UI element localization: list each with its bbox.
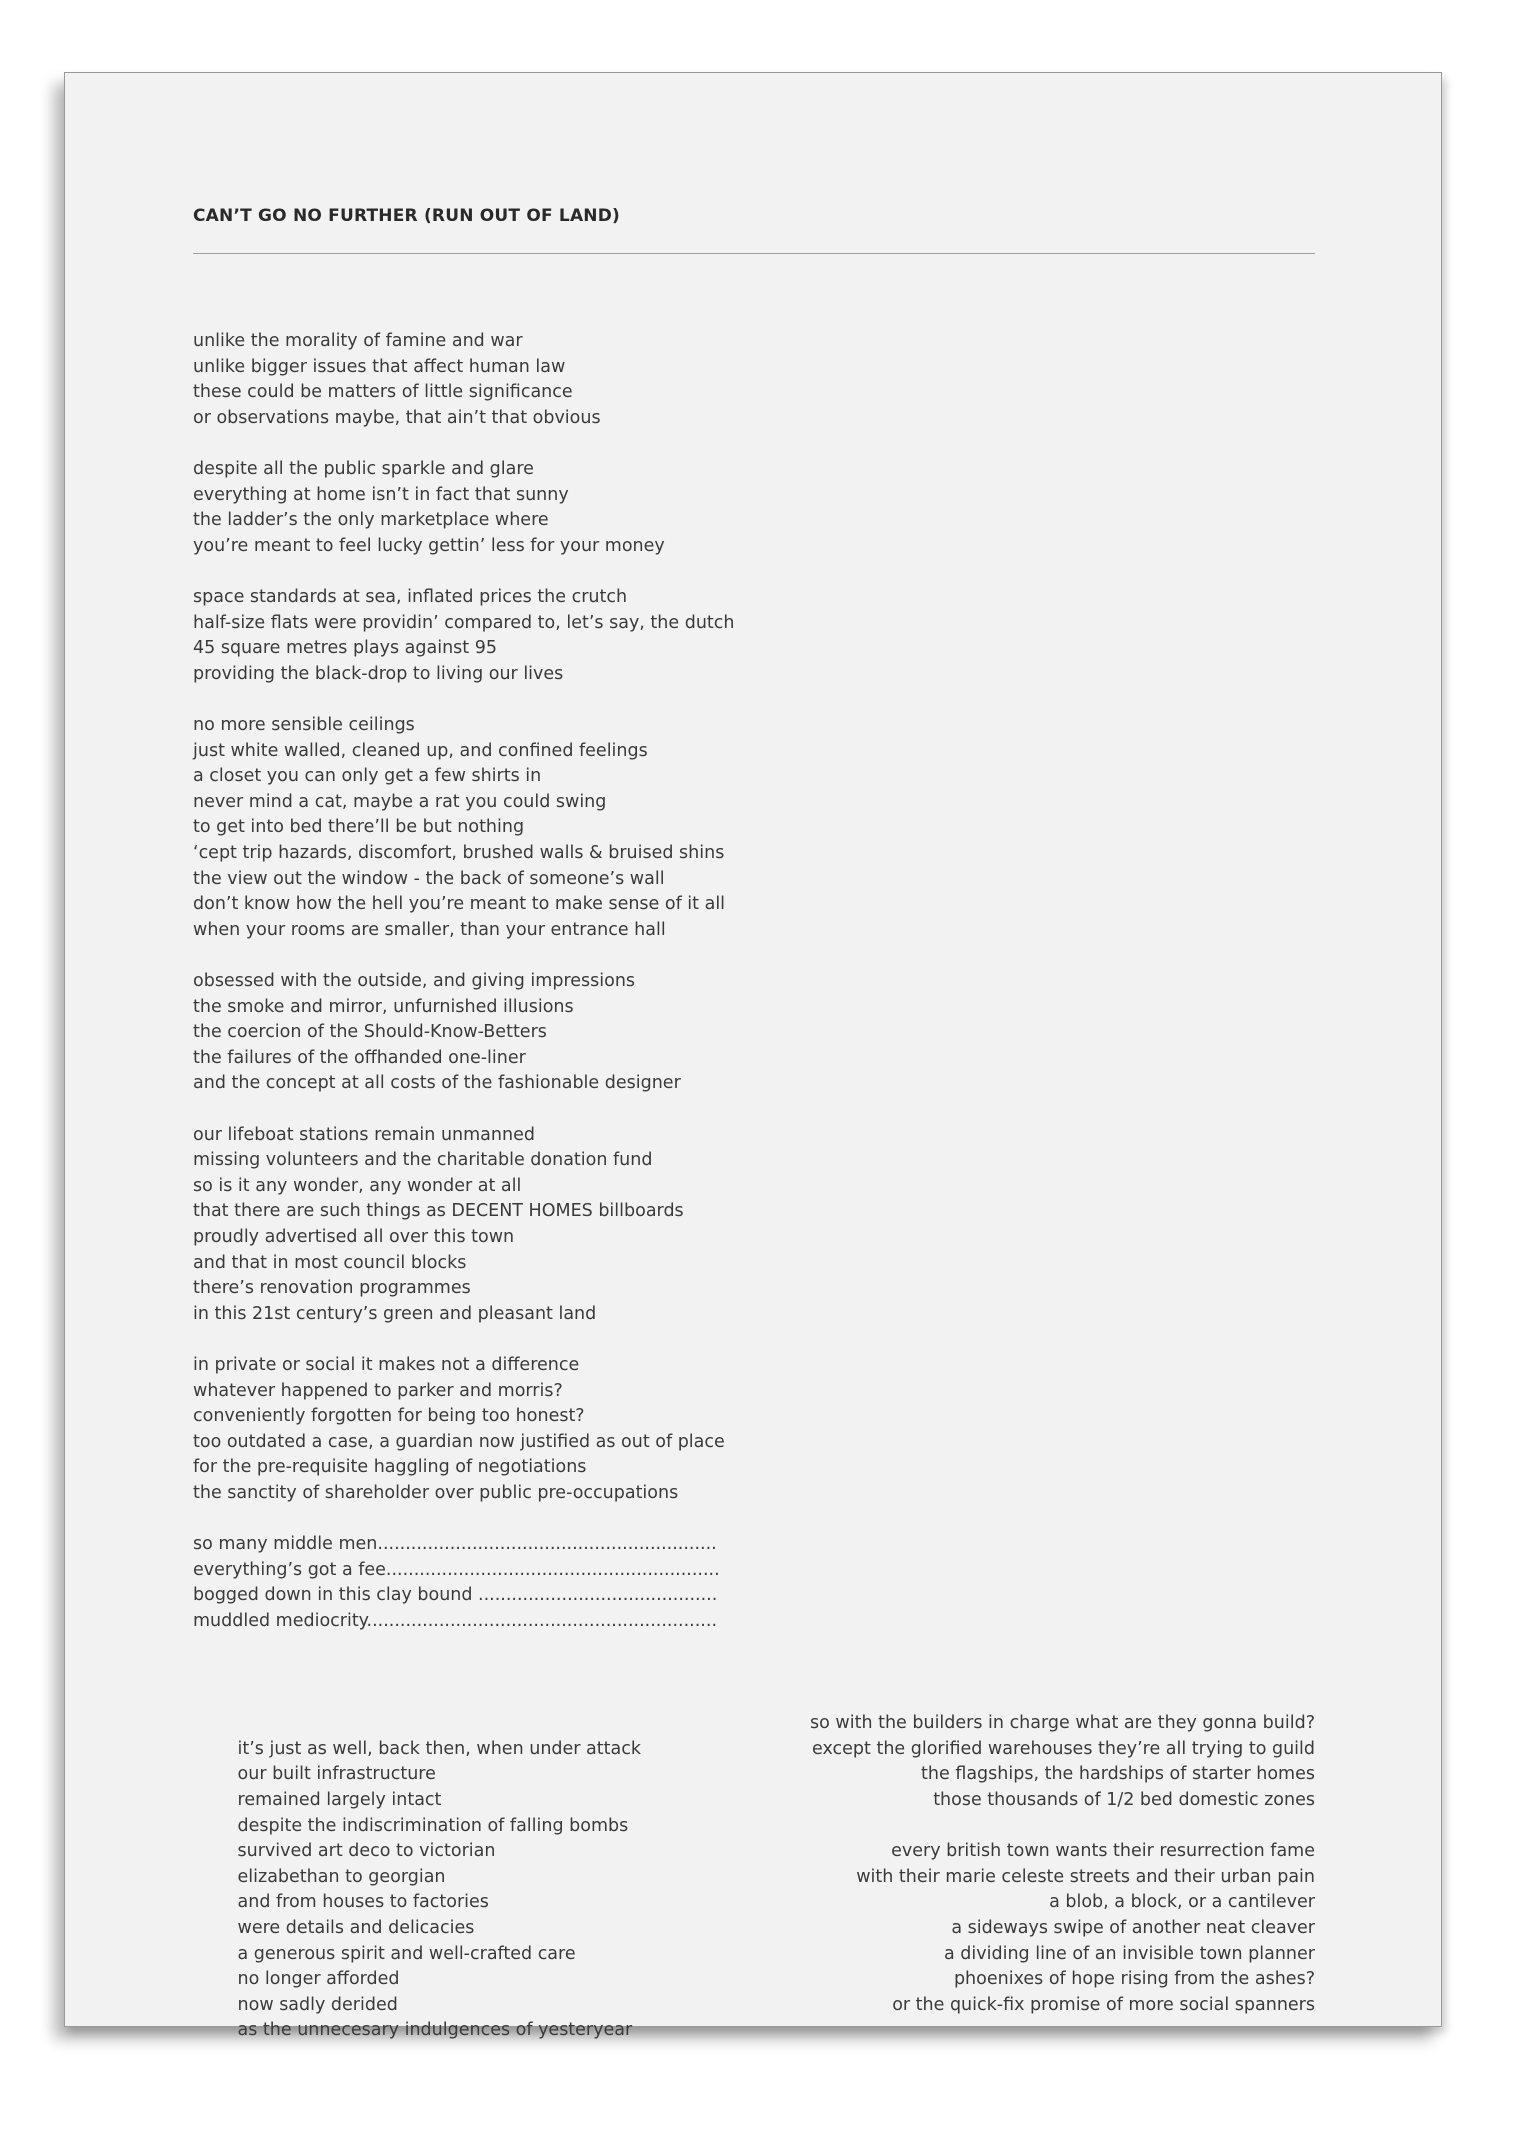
poem-line: providing the black-drop to living our lives [193,663,564,684]
poem-line-left: and from houses to factories [237,1892,489,1913]
poem-line-right: the flagships, the hardships of starter homes [921,1764,1315,1785]
poem-line-right: phoenixes of hope rising from the ashes? [953,1969,1315,1990]
poem-line: the coercion of the Should-Know-Betters [193,1022,547,1043]
poem-line-right: so with the builders in charge what are they gonna build? [810,1713,1315,1734]
poem-line: and that in most council blocks [193,1252,467,1273]
stanza [193,329,1315,431]
poem-content [193,203,1315,2146]
poem-line-left: as the unnecesary indulgences of yesteryear [237,2020,633,2041]
poem-title: CAN’T GO NO FURTHER (RUN OUT OF LAND) [193,206,621,226]
final-section [193,1711,1315,2095]
stanza [193,713,1315,943]
poem-line: whatever happened to parker and morris? [193,1380,563,1401]
poem-line-right: those thousands of 1/2 bed domestic zones [933,1790,1315,1811]
poem-line: the view out the window - the back of someone’s wall [193,868,665,889]
poem-line-left: elizabethan to georgian [237,1866,446,1887]
poem-line-left: survived art deco to victorian [237,1841,496,1862]
poem-line: the ladder’s the only marketplace where [193,510,549,531]
poem-line: so many middle men............................................................. [193,1534,717,1555]
stanza-list [193,329,1315,1634]
stanza [193,457,1315,559]
poem-line-right: a blob, a block, or a cantilever [1049,1892,1315,1913]
poem-line-left: it’s just as well, back then, when under attack [237,1738,641,1759]
poem-line: proudly advertised all over this town [193,1226,515,1247]
stanza [193,585,1315,687]
final-left-column [238,1737,641,2044]
poem-line: for the pre-requisite haggling of negotiations [193,1457,587,1478]
stanza [193,1123,1315,1328]
stanza [193,1353,1315,1507]
poem-line: don’t know how the hell you’re meant to make sense of it all [193,894,726,915]
poem-line: unlike bigger issues that affect human law [193,356,566,377]
poem-line: just white walled, cleaned up, and confined feelings [193,740,648,761]
poem-line: these could be matters of little significance [193,382,573,403]
poem-line-right: a sideways swipe of another neat cleaver [951,1918,1315,1938]
poem-line: bogged down in this clay bound ........................................... [193,1585,718,1606]
poem-line: that there are such things as DECENT HOMES billboards [193,1201,684,1222]
poem-line: the smoke and mirror, unfurnished illusions [193,996,574,1017]
poem-line-left: a generous spirit and well-crafted care [237,1943,576,1964]
poem-body [193,278,1315,2146]
poem-line: ‘cept trip hazards, discomfort, brushed walls & bruised shins [193,843,725,864]
poem-line-right: a dividing line of an invisible town planner [944,1943,1315,1964]
poem-line: in private or social it makes not a difference [193,1354,580,1375]
title-divider [193,253,1315,254]
poem-line: never mind a cat, maybe a rat you could swing [193,791,607,812]
poem-line: missing volunteers and the charitable donation fund [193,1150,653,1171]
poem-line-left: were details and delicacies [237,1918,475,1938]
poem-line: half-size flats were providin’ compared to, let’s say, the dutch [193,612,735,633]
poem-line: a closet you can only get a few shirts in [193,766,542,787]
final-right-column [810,1711,1315,2018]
poem-line: in this 21st century’s green and pleasant land [193,1303,597,1324]
poem-sheet [64,72,1442,2041]
poem-line: too outdated a case, a guardian now justified as out of place [193,1431,725,1452]
poem-line-right [810,1814,1315,1840]
poem-line-right: every british town wants their resurrection fame [891,1841,1315,1862]
poem-line-right: with their marie celeste streets and their urban pain [856,1866,1315,1887]
poem-line: the failures of the offhanded one-liner [193,1047,526,1068]
poem-line: conveniently forgotten for being too honest? [193,1406,585,1427]
poem-line: there’s renovation programmes [193,1278,471,1299]
poem-line-right: or the quick-fix promise of more social spanners [892,1994,1315,2015]
poem-line: to get into bed there’ll be but nothing [193,817,525,838]
poem-line: obsessed with the outside, and giving impressions [193,971,636,992]
poem-line: 45 square metres plays against 95 [193,638,497,659]
poem-line-left: despite the indiscrimination of falling bombs [237,1815,629,1836]
poem-line: or observations maybe, that ain’t that obvious [193,407,601,428]
poem-line: unlike the morality of famine and war [193,331,523,352]
poem-line: no more sensible ceilings [193,715,415,736]
poem-line-left: no longer afforded [237,1969,400,1990]
poem-line: everything at home isn’t in fact that sunny [193,484,569,505]
poem-line-right: except the glorified warehouses they’re all trying to guild [812,1738,1315,1759]
poem-line: our lifeboat stations remain unmanned [193,1124,535,1145]
stanza [193,969,1315,1097]
poem-line: everything’s got a fee............................................................ [193,1559,720,1580]
poem-line: so is it any wonder, any wonder at all [193,1175,522,1196]
poem-line-left: our built infrastructure [237,1764,436,1785]
poem-line: muddled mediocrity............................................................... [193,1610,718,1631]
poem-line: you’re meant to feel lucky gettin’ less for your money [193,535,665,556]
poem-line: when your rooms are smaller, than your entrance hall [193,919,666,940]
poem-line: and the concept at all costs of the fashionable designer [193,1073,681,1094]
poem-line-left: now sadly derided [237,1994,398,2015]
stanza [193,1532,1315,1634]
poem-line: the sanctity of shareholder over public pre-occupations [193,1482,679,1503]
poem-line: despite all the public sparkle and glare [193,459,534,480]
poem-line: space standards at sea, inflated prices the crutch [193,587,628,608]
poem-line-left: remained largely intact [237,1790,442,1811]
